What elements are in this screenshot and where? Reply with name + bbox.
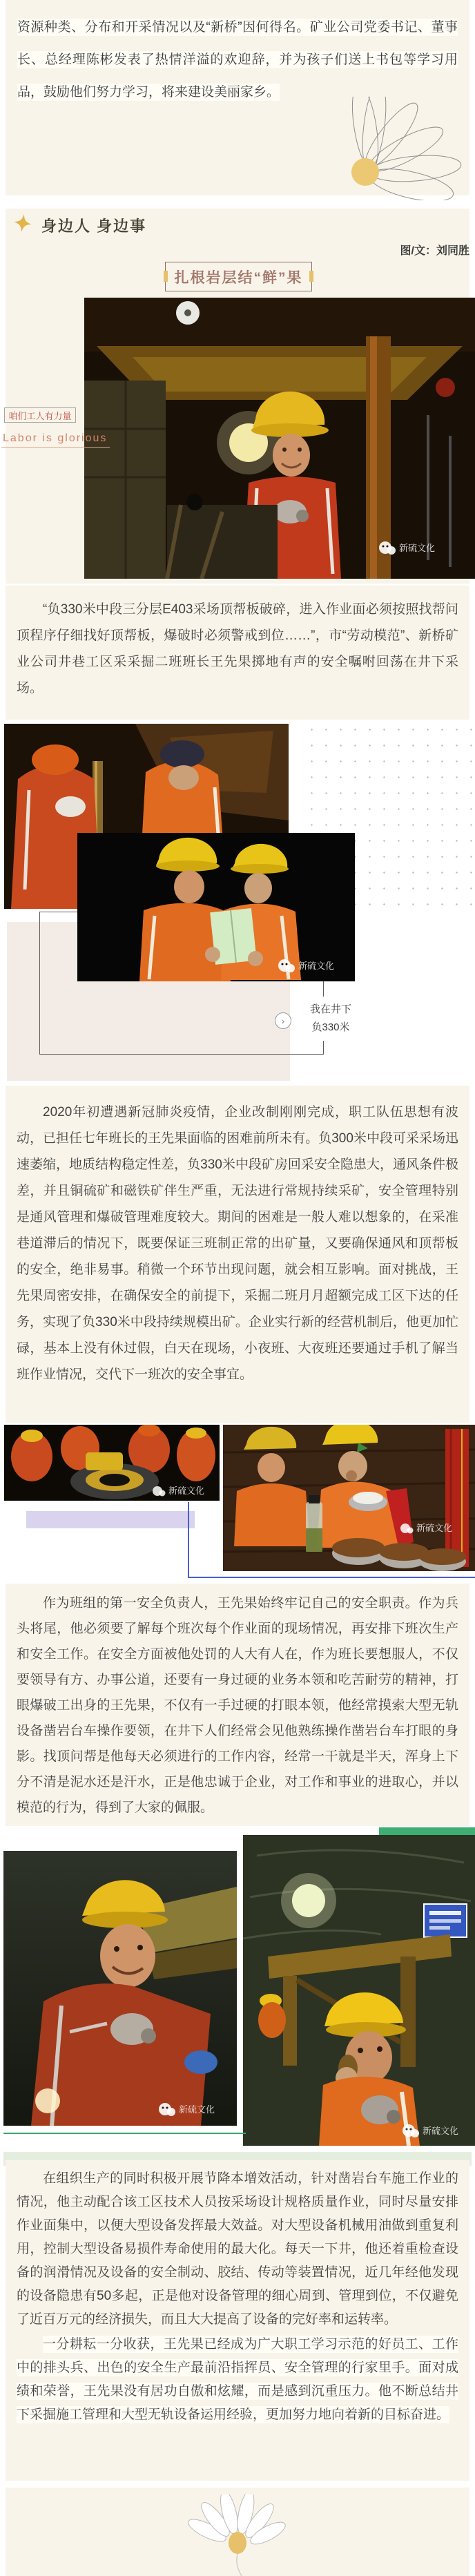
- intro-paragraph-text: 资源种类、分布和开采情况以及“新桥”因何得名。矿业公司党委书记、董事长、总经理陈彬发表了热情洋溢的欢迎辞，并为孩子们送上书包等学习用品，鼓励他们努力学习，将来建设美丽家乡。: [17, 20, 458, 99]
- svg-text:新硫文化: 新硫文化: [298, 961, 335, 971]
- svg-text:新硫文化: 新硫文化: [168, 1486, 205, 1496]
- photo-miners-eating-lunch[interactable]: [223, 1425, 475, 1571]
- paragraph-1: “负330米中段三分层E403采场顶帮板破碎，进入作业面必须按照找帮问顶程序仔细找好顶帮板，爆破时必须警戒到位……”，市“劳动模范”、新桥矿业公司井巷工区采采掘二班班长王先果掷地有声的安全嘱咐回荡在井下采场。: [17, 602, 458, 695]
- paragraph-4: 在组织生产的同时积极开展节降本增效活动，针对凿岩台车施工作业的情况，他主动配合该工区技术人员按采场设计规格质量作业，同时尽量安排作业面集中，以便大型设备发挥最大效益。对大型设备机械用油做到重复利用，控制大型设备易损件寿命使用的最大化。每天一下井，他还着重检查设备的润滑情况及设备的安全制动、胶结、传动等装置情况，近几年经他发现的设备隐患有50多起，正是他对设备管理的细心周到、管理到位，不仅避免了近百万元的经济损失，而且大大提高了设备的完好率和运转率。: [17, 2171, 458, 2327]
- author-credit: 图/文：刘同胜: [400, 245, 469, 257]
- flower-stem: [237, 2554, 242, 2576]
- slide-caption-line1: 我在井下: [309, 1003, 351, 1015]
- paragraph-5-text: 一分耕耘一分收获，王先果已经成为广大职工学习示范的好员工、工作中的排头兵、出色的安全生产最前沿指挥员、安全管理的行家里手。面对成绩和荣誉，王先果没有居功自傲和炫耀，而是感到沉重压力。他不断总结井下采掘施工管理和大型无轨设备运用经验，更加努力地向着新的目标奋进。: [17, 2337, 458, 2422]
- side-caption-text: 咱们工人有力量: [8, 410, 72, 421]
- watermark: [159, 2103, 215, 2116]
- title-goldbar-right-icon: [309, 271, 313, 282]
- daisy-outline-flower-icon: [297, 97, 475, 200]
- blue-frame-horizontal: [188, 1577, 475, 1578]
- paragraph-3: 作为班组的第一安全负责人，王先果始终牢记自己的安全职责。作为兵头将尾，他必须要了解每个班次每个作业面的现场情况，再安排下班次生产和安全工作。在安全方面被他处罚的人大有人在，作为班长要想服人，不仅要领导有方、办事公道，还要有一身过硬的业务本领和吃苦耐劳的精神，打眼爆破工出身的王先果，不仅有一手过硬的打眼本领，他经常摸索大型无轨设备凿岩台车操作要领，在井下人们经常会见他熟练操作凿岩台车打眼的身影。找顶问帮是他每天必须进行的工作内容，经常一干就是半天，浑身上下分不清是泥水还是汗水，正是他忠诚于企业，对工作和事业的进取心，并以模范的行为，得到了大家的佩服。: [17, 1596, 458, 1815]
- paragraph-block-3: [6, 1584, 469, 1826]
- blue-frame-vertical: [188, 1502, 189, 1578]
- slide-caption-line2: 负330米: [311, 1021, 350, 1033]
- svg-text:新硫文化: 新硫文化: [399, 543, 436, 553]
- svg-text:新硫文化: 新硫文化: [423, 2126, 459, 2136]
- lavender-accent-bar: [26, 1511, 195, 1528]
- chevron-right-icon: ›: [281, 1015, 285, 1026]
- flower-center: [351, 158, 379, 186]
- side-caption-english: Labor is glorious: [1, 432, 110, 448]
- sparkle-star-icon: [11, 213, 35, 236]
- daisy-flower-icon: [181, 2495, 295, 2576]
- watermark: [403, 2124, 458, 2137]
- article-title-box: [165, 262, 312, 291]
- photo-workers-around-wheel[interactable]: [4, 1425, 220, 1501]
- side-caption-box: [4, 407, 76, 423]
- photo-miner-at-drill-rig[interactable]: [84, 298, 475, 579]
- watermark: [278, 959, 334, 972]
- next-arrow-button[interactable]: [275, 1012, 291, 1029]
- article-title: 扎根岩层结“鲜”果: [174, 269, 303, 286]
- photo-miners-reading-booklet[interactable]: [77, 833, 355, 981]
- photo-smiling-miner-portrait[interactable]: [3, 1851, 237, 2126]
- intro-paragraph: [6, 0, 469, 108]
- paragraph-block-1: [6, 586, 469, 720]
- paragraph-5: [17, 2333, 458, 2427]
- flower-center: [229, 2532, 246, 2554]
- title-goldbar-left-icon: [164, 271, 168, 282]
- paragraph-block-2: [6, 1086, 469, 1423]
- paragraph-block-4-5: [6, 2160, 469, 2481]
- watermark: [379, 541, 435, 555]
- column-label: 身边人 身边事: [41, 218, 147, 235]
- photo-miner-drinking[interactable]: [243, 1835, 475, 2146]
- paragraph-2: 2020年初遭遇新冠肺炎疫情，企业改制刚刚完成，职工队伍思想有波动，已担任七年班长的王先果面临的困难前所未有。负300米中段可采采场迅速萎缩，地质结构稳定性差，负330米中段矿房回采安全隐患大，通风条件极差，并且铜硫矿和磁铁矿伴生严重，无法进行常规持续采矿，安全管理特别是通风管理和爆破管理难度较大。期间的困难是一般人难以想象的，在采准巷道滞后的情况下，既要保证三班制正常的出矿量，又要确保通风和顶帮板的安全，绝非易事。稍微一个环节出现问题，就会相互影响。面对挑战，王先果周密安排，在确保安全的前提下，采掘二班月月超额完成工区下达的任务，实现了负330米中段持续规模出矿。企业实行新的经营机制后，他更加忙碌，基本上没有休过假，白天在现场，小夜班、大夜班还要通过手机了解当班作业情况，交代下一班次的安全事宜。: [17, 1105, 458, 1382]
- slide-caption: [307, 997, 354, 1041]
- svg-text:新硫文化: 新硫文化: [179, 2104, 215, 2115]
- green-divider-line: [3, 2133, 246, 2134]
- svg-text:新硫文化: 新硫文化: [416, 1523, 453, 1533]
